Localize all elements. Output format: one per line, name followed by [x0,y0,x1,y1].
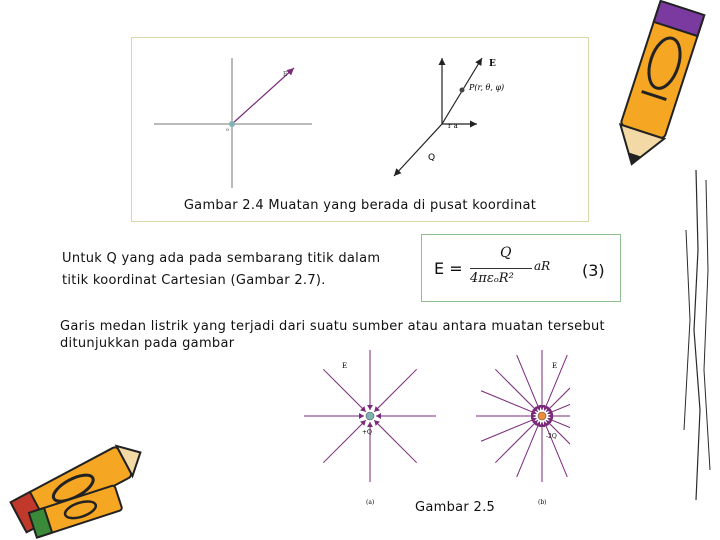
field-line [374,420,416,462]
charge-point [538,412,546,420]
equation-denominator: 4πεₒR² [470,271,514,286]
panel-b-sub-label: (b) [538,499,547,506]
panel-b-charge-label: -2Q [546,433,557,440]
panel-a-sub-label: (a) [366,499,375,506]
intro-text: Untuk Q yang ada pada sembarang titik dalam titik koordinat Cartesian (Gambar 2.7). [62,251,381,288]
field-line [323,369,365,411]
figure-2-4 [131,37,589,222]
right-field-label: E [489,59,496,69]
pencil-decoration-top [598,0,720,175]
unit-vector: aR [534,259,551,273]
field-line [374,369,416,411]
panel-a-field-label: E [342,362,348,370]
x-axis-right [394,124,442,176]
panel-a-charge-label: +Q [362,429,372,436]
equation-lhs: E = [434,259,463,278]
field-line [323,420,365,462]
left-origin-label: o [226,127,230,133]
point-label: P(r, θ, φ) [469,83,505,92]
panel-a [304,350,436,482]
pencil-decoration-right [676,170,720,520]
figure-2-4-diagram [132,38,588,198]
panel-b-field-label: E [552,362,558,370]
paragraph-field-lines: Garis medan listrik yang terjadi dari suatu sumber atau antara muatan tersebut ditunjukkan pada gambar [60,319,605,351]
figure-2-5 [270,344,570,520]
fraction-bar [470,268,532,269]
left-field-label: E [283,71,288,78]
equation-numerator: Q [500,245,512,261]
equation-number: (3) [582,261,605,280]
charge-point [229,121,235,127]
point-p [460,88,465,93]
figure-2-5-diagram [270,344,570,520]
charge-label: Q [428,153,436,163]
charge-point [366,412,374,420]
vector-label: r a [448,122,458,130]
figure-2-5-caption: Gambar 2.5 [415,500,496,515]
figure-2-4-caption: Gambar 2.4 Muatan yang berada di pusat koordinat [183,198,537,213]
pencil-decoration-bottom-left [0,430,150,540]
equation-box [421,234,621,302]
